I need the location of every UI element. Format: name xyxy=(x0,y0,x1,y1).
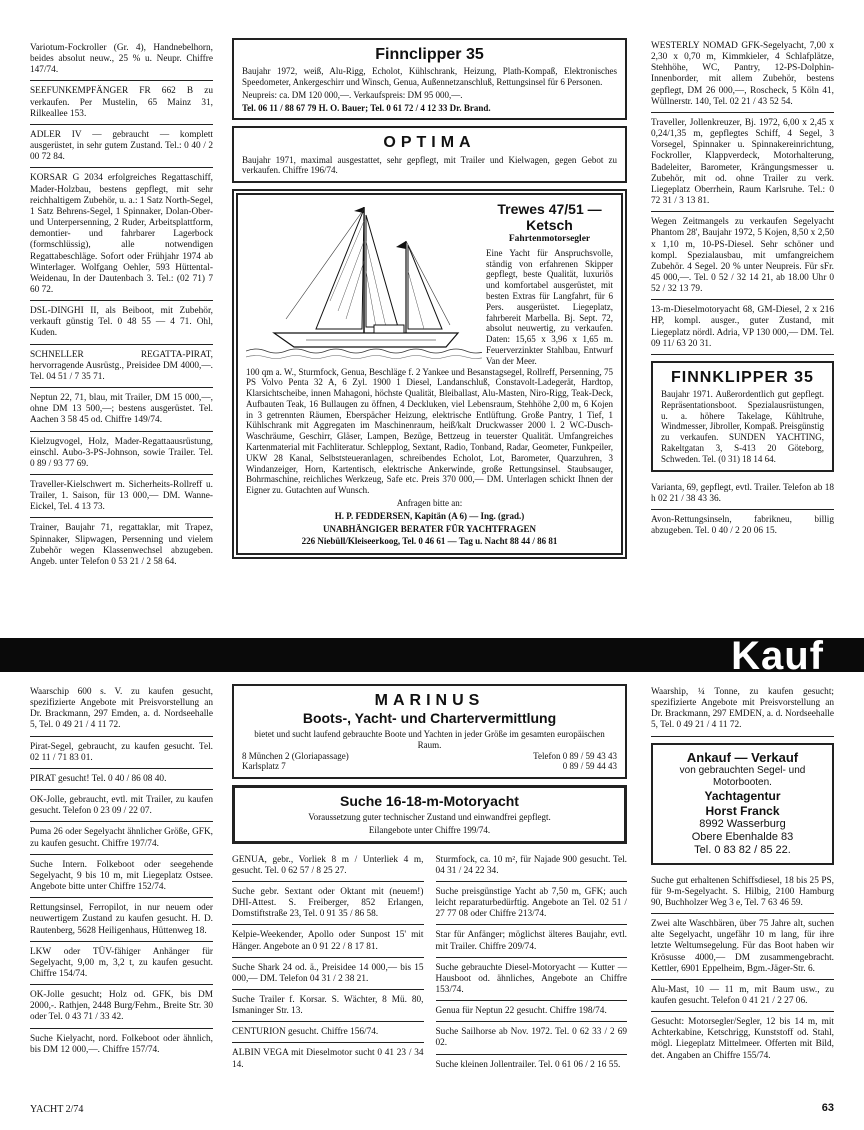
classified-ad: Pirat-Segel, gebraucht, zu kaufen gesucht. Tel. 02 11 / 71 83 01. xyxy=(30,737,213,769)
classified-ad: ADLER IV — gebraucht — komplett ausgerüstet, in sehr gutem Zustand. Tel.: 0 40 / 2 00 72 84. xyxy=(30,125,213,168)
ad-side-text: Eine Yacht für Anspruchsvolle, ständig von erfahrenen Skipper gepflegt, beste Qualität, luxuriös und komfortabel ausgerüstet, mit besten Extras für Langfahrt, für 6 Pers. ausgerüstet. Liegeplatz, fahrbereit Marbella. Bj. Sept. 72, absolut neuwertig, zu verkaufen. Daten: 15,65 x 3,96 x 1,65 m. Feuerverzinkter Stahlbau, Entwurf Van der Meer. xyxy=(486,247,613,366)
classified-ad: SEEFUNKEMPFÄNGER FR 662 B zu verkaufen. Per Mustelin, 65 Mainz 31, Rilkeallee 153. xyxy=(30,81,213,124)
classified-ad: KORSAR G 2034 erfolgreiches Regattaschiff, Mader-Holzbau, bestens gepflegt, mit sehr reichhaltigem Zubehör, u. a.: 1 Satz North-Segel, 1 Satz Behrens-Segel, 1 Spinnaker, Dolan-Ober- und Unterpersenning, 2 Ruder, Arbeitsplattform, demontier- und fahrbarer Lagerbock (formschlüssig), alle notwendigen Regattabeschläge. Sofort oder Frühjahr 1974 ab Winterlager. Wolfgang Oehler, 593 Hüttental-Weidenau, In der Dautenbach 3. Tel.: (02 71) 7 60 72. xyxy=(30,168,213,301)
small-ads-right xyxy=(436,850,628,1075)
left-column-bottom xyxy=(30,682,213,1060)
classified-ad: Alu-Mast, 10 — 11 m, mit Baum usw., zu kaufen gesucht. Telefon 0 41 21 / 2 27 06. xyxy=(651,980,834,1012)
classified-ad: Kielzugvogel, Holz, Mader-Regattaausrüstung, einschl. Aubo-3-PS-Johnson, sowie Trailer. Tel. 0 89 / 93 77 69. xyxy=(30,432,213,475)
classified-ad: DSL-DINGHI II, als Beiboot, mit Zubehör, verkauft günstig Tel. 0 48 55 — 4 71. Ohl, Kuden. xyxy=(30,301,213,344)
ad-title: Trewes 47/51 — xyxy=(497,201,602,218)
contact-address: 226 Niebüll/Kleiseerkoog, Tel. 0 46 61 — Tag u. Nacht 88 44 / 86 81 xyxy=(301,536,558,547)
classified-ad: 13-m-Dieselmotoryacht 68, GM-Diesel, 2 x 216 HP, kompl. ausger., guter Zustand, mit Liegeplatz nördl. Adria, VP 130 000,— DM. Tel. 09 11/ 63 20 31. xyxy=(651,300,834,355)
classified-ad: CENTURION gesucht. Chiffre 156/74. xyxy=(232,1022,424,1043)
ad-title: MARINUS xyxy=(374,692,485,709)
ad-subtitle: Boots-, Yacht- und Chartervermittlung xyxy=(302,710,557,727)
classified-ad: Waarschip 600 s. V. zu kaufen gesucht, spezifizierte Angebote mit Preisvorstellung an Dr. Brackmann, 297 Emden, a. d. Nordseehalle 5, Tel. 0 49 21 / 4 11 72. xyxy=(30,682,213,737)
classified-ad: Wegen Zeitmangels zu verkaufen Segelyacht Phantom 28', Baujahr 1972, 5 Kojen, 8,50 x 2,50 x 1,10 m, 10-PS-Diesel. Sehr schöner und kompl. Spezialausbau, mit umfangreichem Zubehör. 4 Segel. 20 % unter Neupreis. Für sFr. 45 000,—. Tel. 0 52 / 32 14 21, ab 18.00 Uhr 0 52 / 32 13 79. xyxy=(651,212,834,300)
classified-ad: Puma 26 oder Segelyacht ähnlicher Größe, GFK, zu kaufen gesucht. Chiffre 197/74. xyxy=(30,822,213,854)
finnclipper-ad xyxy=(232,38,627,120)
ad-title: FINNKLIPPER 35 xyxy=(671,368,814,386)
classified-ad: Gesucht: Motorsegler/Segler, 12 bis 14 m, mit Achterkabine, Ketschrigg, Kunststoff od. Stahl, mögl. Liegeplatz Mittelmeer. Offerten mit Bild, det. Angaben an Chiffre 155/74. xyxy=(651,1017,834,1061)
ad-body: Voraussetzung guter technischer Zustand und einwandfrei gepflegt. xyxy=(308,811,551,822)
ad-prices: Neupreis: ca. DM 120 000,—. Verkaufspreis: DM 95 000,—. xyxy=(242,89,463,100)
contact-name: H. P. FEDDERSEN, Kapitän (A 6) — Ing. (grad.) xyxy=(334,510,525,521)
agency-phone: Tel. 0 83 82 / 85 22. xyxy=(694,844,791,857)
classified-ad: Traveller-Kielschwert m. Sicherheits-Rollreff u. Trailer, 1. Saison, für 13 000,— DM. Wanne-Eickel, Tel. 4 13 73. xyxy=(30,475,213,518)
ad-phone-2: 0 89 / 59 44 43 xyxy=(562,761,617,772)
classified-ad: Avon-Rettungsinseln, fabrikneu, billig abzugeben. Tel. 0 40 / 2 20 06 15. xyxy=(651,514,834,537)
classified-ad: Star für Anfänger; möglichst älteres Baujahr, evtl. mit Trailer. Chiffre 209/74. xyxy=(436,925,628,957)
ad-title-2: Ketsch xyxy=(526,217,573,234)
contact-intro: Anfragen bitte an: xyxy=(396,498,463,509)
ad-phone-1: Telefon 0 89 / 59 43 43 xyxy=(533,750,617,761)
agency-street: Obere Ebenhalde 83 xyxy=(691,831,794,844)
ad-subtitle: von gebrauchten Segel- und Motorbooten. xyxy=(679,765,806,789)
classified-ad: Kelpie-Weekender, Apollo oder Sunpost 15' mit Hänger. Angebote an 0 91 22 / 8 17 81. xyxy=(232,925,424,957)
classified-ad: Rettungsinsel, Ferropilot, in nur neuem oder neuwertigem Zustand zu kaufen gesucht. H. D. Rautenberg, 5628 Heiligenhaus, Hüttenweg 18. xyxy=(30,898,213,941)
agency-label: Yachtagentur xyxy=(704,789,781,804)
classified-ad: Suche kleinen Jollentrailer. Tel. 0 61 06 / 2 16 55. xyxy=(435,1059,621,1070)
trewes-ad xyxy=(232,189,627,559)
classified-ad: Suche Sailhorse ab Nov. 1972. Tel. 0 62 33 / 2 69 02. xyxy=(436,1022,628,1054)
classified-ad: Genua für Neptun 22 gesucht. Chiffre 198/74. xyxy=(436,1001,628,1022)
classified-ad: Suche Kielyacht, nord. Folkeboot oder ähnlich, bis DM 12 000,—. Chiffre 157/74. xyxy=(30,1033,213,1055)
ad-body: bietet und sucht laufend gebrauchte Boote und Yachten in jeder Größe im gesamten europäischen Raum. xyxy=(254,728,605,750)
classified-ad: Sturmfock, ca. 10 m², für Najade 900 gesucht. Tel. 04 31 / 24 22 34. xyxy=(436,850,628,882)
classified-ad: Neptun 22, 71, blau, mit Trailer, DM 15 000,—, ohne DM 13 500,—; bestens ausgerüstet. Tel. Aachen 3 58 45 od. Chiffre 149/74. xyxy=(30,388,213,431)
classified-ad: ALBIN VEGA mit Dieselmotor sucht 0 41 23 / 34 14. xyxy=(232,1048,424,1070)
ad-address-2: Karlsplatz 7 xyxy=(242,761,286,772)
middle-column-bottom xyxy=(232,684,627,1075)
classified-ad: Traveller, Jollenkreuzer, Bj. 1972, 6,00 x 2,45 x 0,24/1,35 m, gepflegtes Schiff, 4 Segel, 3 Vorsegel, Spinnaker u. Spinnakereinrichtung, Fockroller, Klappverdeck, Motorhalterung, Badeleiter, Barometer, Krängungsmesser u. Zubehör, mit od. ohne Trailer zu verk. Liegeplatz Oberrhein, Raum Karlsruhe. Tel.: 0 72 31 / 3 13 81. xyxy=(651,113,834,212)
classified-ad: Zwei alte Waschbären, über 75 Jahre alt, suchen alte Segelyacht, ungefähr 10 m lang, für ihre letzte Weltumsegelung. Für das Boot haben wir Krösusse 4000,— DM zusammengebracht. Kettler, 6901 Eppelheim, Bgm.-Jäger-Str. 6. xyxy=(651,914,834,980)
left-column-top xyxy=(30,38,213,572)
classified-ad: Suche Trailer f. Korsar. S. Wächter, 8 Mü. 80, Ismaninger Str. 13. xyxy=(232,990,424,1022)
classified-ad: OK-Jolle gesucht; Holz od. GFK, bis DM 2000,-. Rathjen, 2448 Burg/Fehm., Breite Str. 30 oder Tel. 0 43 71 / 33 42. xyxy=(30,985,213,1028)
classified-ad: SCHNELLER REGATTA-PIRAT, hervorragende Ausrüstg., Preisidee DM 4000,—. Tel. 04 51 / 7 35 71. xyxy=(30,345,213,388)
banner-label: Kauf xyxy=(731,634,824,678)
small-ads-grid xyxy=(232,850,627,1075)
magazine-issue: YACHT 2/74 xyxy=(30,1104,84,1115)
ad-title: Suche 16-18-m-Motoryacht xyxy=(340,793,519,810)
small-ads-left xyxy=(232,850,424,1075)
classified-ad: OK-Jolle, gebraucht, evtl. mit Trailer, zu kaufen gesucht. Telefon 0 23 09 / 22 07. xyxy=(30,790,213,822)
marinus-ad xyxy=(232,684,627,779)
ad-title: Ankauf — Verkauf xyxy=(686,749,799,765)
classified-ad: Suche Intern. Folkeboot oder seegehende Segelyacht, 9 bis 10 m, mit Liegeplatz Ostsee. Angebote bitte unter Chiffre 152/74. xyxy=(30,855,213,898)
classified-ad: Suche preisgünstige Yacht ab 7,50 m, GFK; auch leicht reparaturbedürftig. Angebote an Tel. 02 51 / 27 77 08 oder Chiffre 213/74. xyxy=(436,882,628,925)
classified-ad: Suche gebrauchte Diesel-Motoryacht — Kutter — Hausboot od. ähnliches, Angebote an Chiffre 153/74. xyxy=(436,958,628,1001)
classified-ad: Waarship, ¼ Tonne, zu kaufen gesucht; spezifizierte Angebote mit Preisvorstellung an Dr. Brackmann, 297 EMDEN, a. d. Nordseehalle 5, Tel. 0 49 21 / 4 11 72. xyxy=(651,682,834,737)
finnklipper-ad xyxy=(651,361,834,472)
ad-main-text: 100 qm a. W., Sturmfock, Genua, Beschläge f. 2 Yankee und Besanstagsegel, Rollreff, Persenning, 75 PS Volvo Penta 32 A, 6 Zyl. 1900 1 Diesel, Landanschluß, Constavolt-Ladegerät, Hardtop, Klarsichtscheibe, innen Mahagoni, höchste Qualität, Bleiballast, Alu-Masten, Niro-Rigg, Teak-Deck, Aufbauten Teak, 16 Bullaugen zu öffnen, 4 Deckluken, viel Lebensraum, Stehhöhe 2,00 m, 6 Kojen in 3 getrennten Räumen, Eberspächer Heizung, elektrische Entlüftung. Große Pantry, 1 Tief, 1 Kühlschrank mit Aggregaten im Maschinenraum, heiß/kalt Druckwasser 2000 l. 2 WC-Dusch-Waschräume, Geschirr, Gläser, Lampen, Bezüge, Bettzeug in teuerster Qualität. Umfangreiches Kartenmaterial mit Fachliteratur. Schlepplog, Sextant, Radio, Tonband, Radar, Geometer, Funkpeiler, UKW 28 Kanal, Selbststeueranlagen, schreibendes Echolot, Lot, Barometer, Quarzuhren, 3 Windanzeiger, Horn, Kartentisch, elektrische Ankerwinde, große Rettungsinsel. Staubsauger, Bohrmaschine, reichliches Werkzeug, Safe etc. Preis 370 000,— DM. Unterlagen schickt Ihnen der Eigner zu. Gutachten auf Wunsch. xyxy=(246,366,613,496)
classified-ad: Varianta, 69, gepflegt, evtl. Trailer. Telefon ab 18 h 02 21 / 38 43 36. xyxy=(651,478,834,510)
ad-body: Baujahr 1971, maximal ausgestattet, sehr gepflegt, mit Trailer und Kielwagen, gegen Gebot zu verkaufen. Chiffre 196/74. xyxy=(242,154,617,176)
ad-title: OPTIMA xyxy=(383,134,476,152)
ad-body: Baujahr 1972, weiß, Alu-Rigg, Echolot, Kühlschrank, Heizung, Plath-Kompaß, Elektronisches Speedometer, Ankergeschirr und Winsch, Genua, Außennetzanschluß, Rettungsinsel für 6 Personen. xyxy=(242,66,617,87)
classified-ad: Suche gebr. Sextant oder Oktant mit (neuem!) DHI-Attest. S. Freiberger, 852 Erlangen, Domstiftstraße 23, Tel. 0 91 35 / 86 58. xyxy=(232,882,424,925)
ad-body: Baujahr 1971. Außerordentlich gut gepflegt. Repräsentationsboot. Spezialausrüstungen, u. a. höhere Takelage, Kühltruhe, Windmesser, Jibroller, Kompaß. Preisgünstig zu verkaufen. SUNDEN YACHTING, Rakeltgatan 3, S-413 20 Göteborg, Schweden. Tel. (0 31) 18 14 64. xyxy=(661,389,824,464)
classified-ad: WESTERLY NOMAD GFK-Segelyacht, 7,00 x 2,30 x 0,70 m, Kimmkieler, 4 Schlafplätze, Stehhöhe, WC, Pantry, 12-PS-Dolphin-Innenborder, mit allem Zubehör, bestens gepflegt, DM 26 000,—, Roscheck, 5 Köln 41, Wüllnerstr. 140, Tel. 02 21 / 43 52 54. xyxy=(651,36,834,113)
classified-ad: Suche Shark 24 od. ä., Preisidee 14 000,— bis 15 000,— DM. Telefon 04 31 / 2 38 21. xyxy=(232,958,424,990)
ad-title: Finnclipper 35 xyxy=(375,46,484,63)
ad-address-1: 8 München 2 (Gloriapassage) xyxy=(242,750,349,761)
agency-city: 8992 Wasserburg xyxy=(699,818,786,830)
classified-ad: Suche gut erhaltenen Schiffsdiesel, 18 bis 25 PS, für 9-m-Segelyacht. S. Hilbig, 2100 Hamburg 90, Buchholzer Weg 3 e, Tel. 7 63 46 59. xyxy=(651,871,834,914)
contact-role: UNABHÄNGIGER BERATER FÜR YACHTFRAGEN xyxy=(323,523,536,534)
middle-column-top xyxy=(232,38,627,565)
motoryacht-ad xyxy=(232,785,627,843)
ad-phones: Tel. 06 11 / 88 67 79 H. O. Bauer; Tel. 0 61 72 / 4 12 33 Dr. Brand. xyxy=(242,102,491,113)
classified-ad: LKW oder TÜV-fähiger Anhänger für Segelyacht, 9,00 m, 3,2 t, zu kaufen gesucht. Chiffre 154/74. xyxy=(30,942,213,985)
franck-ad xyxy=(651,743,834,865)
agency-name: Horst Franck xyxy=(705,803,780,818)
section-banner xyxy=(0,634,864,678)
right-column-bottom xyxy=(651,682,834,1066)
optima-ad xyxy=(232,126,627,183)
classified-ad: Variotum-Fockroller (Gr. 4), Handnebelhorn, beides absolut neuw., 25 % u. Neupr. Chiffre 147/74. xyxy=(30,38,213,81)
ketch-sailboat-illustration xyxy=(246,201,482,361)
ad-chiffre: Eilangebote unter Chiffre 199/74. xyxy=(368,824,491,835)
page-number: 63 xyxy=(821,1102,834,1114)
right-column-top xyxy=(651,36,834,541)
classified-ad: Trainer, Baujahr 71, regattaklar, mit Trapez, Spinnaker, Slipwagen, Persenning und vielem Zubehör wegen Klassenwechsel abzugeben. Angeb. unter Telefon 0 53 21 / 2 58 64. xyxy=(30,523,213,567)
ad-subtitle: Fahrtenmotorsegler xyxy=(508,234,591,245)
classified-ad: GENUA, gebr., Vorliek 8 m / Unterliek 4 m, gesucht. Tel. 0 62 57 / 8 25 27. xyxy=(232,850,424,882)
classified-ad: PIRAT gesucht! Tel. 0 40 / 86 08 40. xyxy=(30,769,213,790)
